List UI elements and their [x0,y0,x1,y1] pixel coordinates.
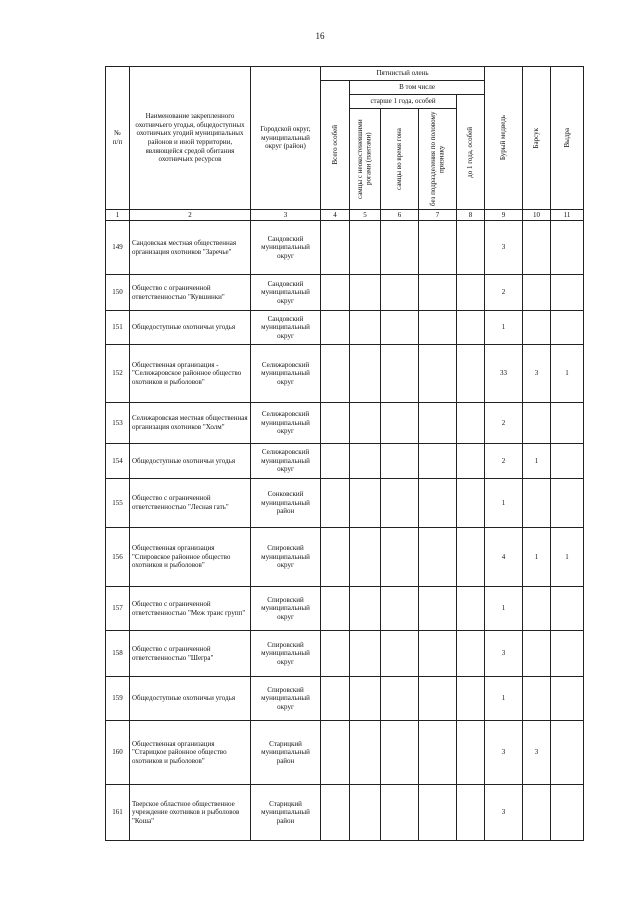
row-deer-males-velvet [350,721,381,785]
column-number: 4 [321,210,350,221]
row-ground-name: Тверское областное общественное учреждение охотников и рыболовов "Коша" [130,785,251,841]
row-district: Сонковский муниципальный район [251,479,321,528]
row-bear: 1 [485,479,523,528]
row-deer-no-sex [419,221,457,275]
column-number: 1 [106,210,130,221]
table-row [106,721,584,785]
col-header-badger: Барсук [523,67,551,210]
row-deer-males-velvet [350,587,381,631]
row-district: Старицкий муниципальный район [251,785,321,841]
column-number: 7 [419,210,457,221]
col-header-males-velvet-antlers: самцы с неокостеневшими рогами (пантами) [350,109,381,210]
row-deer-males-rut [381,785,419,841]
row-deer-males-rut [381,479,419,528]
row-district: Сандовский муниципальный округ [251,275,321,311]
row-otter [551,311,584,345]
table-row [106,275,584,311]
col-header-district: Городской округ, муниципальный округ (район) [251,67,321,210]
row-district: Спировский муниципальный округ [251,528,321,587]
row-badger [523,587,551,631]
row-district: Старицкий муниципальный район [251,721,321,785]
row-deer-young [457,275,485,311]
row-deer-young [457,528,485,587]
row-deer-total [321,721,350,785]
row-deer-males-rut [381,345,419,403]
row-ground-name: Сандовская местная общественная организация охотников "Заречье" [130,221,251,275]
row-deer-young [457,444,485,479]
row-ground-name: Общедоступные охотничьи угодья [130,444,251,479]
table-row [106,677,584,721]
row-badger: 1 [523,528,551,587]
col-header-bear: Бурый медведь [485,67,523,210]
row-deer-total [321,311,350,345]
row-deer-total [321,275,350,311]
row-deer-males-rut [381,677,419,721]
table-row [106,479,584,528]
row-ground-name: Общественная организация - "Селижаровское районное общество охотников и рыболовов" [130,345,251,403]
row-ground-name: Общедоступные охотничьи угодья [130,677,251,721]
row-badger: 3 [523,721,551,785]
row-ground-name: Общество с ограниченной ответственностью "Кувшинки" [130,275,251,311]
row-otter [551,677,584,721]
row-ground-name: Общество с ограниченной ответственностью "Шегра" [130,631,251,677]
column-number: 5 [350,210,381,221]
row-number: 150 [106,275,130,311]
row-deer-males-velvet [350,221,381,275]
row-deer-males-rut [381,631,419,677]
row-otter [551,444,584,479]
table-row [106,221,584,275]
row-bear: 3 [485,221,523,275]
table-row [106,403,584,444]
row-deer-no-sex [419,587,457,631]
row-number: 154 [106,444,130,479]
row-district: Спировский муниципальный округ [251,587,321,631]
row-deer-no-sex [419,528,457,587]
col-header-number: № п/п [106,67,130,210]
row-deer-young [457,587,485,631]
row-deer-males-velvet [350,631,381,677]
col-header-older-1-year: старше 1 года, особей [350,95,457,109]
row-ground-name: Селижаровская местная общественная организация охотников "Холм" [130,403,251,444]
row-deer-males-rut [381,587,419,631]
column-number: 2 [130,210,251,221]
row-deer-young [457,403,485,444]
table-row [106,311,584,345]
row-district: Спировский муниципальный округ [251,631,321,677]
column-number: 11 [551,210,584,221]
row-deer-young [457,721,485,785]
row-deer-males-rut [381,221,419,275]
row-district: Селижаровский муниципальный округ [251,403,321,444]
row-bear: 4 [485,528,523,587]
row-otter [551,275,584,311]
row-otter [551,587,584,631]
row-number: 158 [106,631,130,677]
row-deer-total [321,677,350,721]
col-header-deer-group: Пятнистый олень [321,67,485,81]
row-deer-total [321,403,350,444]
row-number: 152 [106,345,130,403]
row-district: Спировский муниципальный округ [251,677,321,721]
row-deer-no-sex [419,677,457,721]
col-header-name: Наименование закрепленного охотничьего угодья, общедоступных охотничьих угодий муниципальных районов и иной территории, являющейся средой обитания охотничьих ресурсов [130,67,251,210]
column-number: 3 [251,210,321,221]
row-deer-no-sex [419,631,457,677]
row-bear: 3 [485,631,523,677]
row-district: Сандовский муниципальный округ [251,311,321,345]
row-district: Селижаровский муниципальный округ [251,444,321,479]
row-number: 160 [106,721,130,785]
row-deer-total [321,345,350,403]
row-deer-males-velvet [350,479,381,528]
column-number: 6 [381,210,419,221]
row-deer-males-velvet [350,528,381,587]
column-number: 9 [485,210,523,221]
row-deer-males-rut [381,311,419,345]
row-deer-young [457,785,485,841]
row-badger: 1 [523,444,551,479]
col-header-no-sex-division: без подразделения по половому признаку [419,109,457,210]
table-row [106,785,584,841]
row-bear: 2 [485,403,523,444]
row-deer-males-rut [381,403,419,444]
table-row [106,587,584,631]
row-deer-young [457,345,485,403]
row-bear: 3 [485,721,523,785]
row-badger [523,221,551,275]
table-row [106,528,584,587]
row-deer-young [457,479,485,528]
row-deer-males-velvet [350,345,381,403]
row-ground-name: Общественная организация "Спировское районное общество охотников и рыболовов" [130,528,251,587]
row-deer-no-sex [419,721,457,785]
row-otter: 1 [551,345,584,403]
row-number: 156 [106,528,130,587]
col-header-males-rut: самцы во время гона [381,109,419,210]
row-deer-total [321,444,350,479]
col-header-deer-total: Всего особей [321,81,350,210]
row-ground-name: Общедоступные охотничьи угодья [130,311,251,345]
row-ground-name: Общество с ограниченной ответственностью "Лесная гать" [130,479,251,528]
row-bear: 33 [485,345,523,403]
row-deer-males-velvet [350,403,381,444]
row-otter [551,721,584,785]
column-number: 10 [523,210,551,221]
row-bear: 1 [485,587,523,631]
col-header-including: В том числе [350,81,485,95]
row-otter [551,221,584,275]
row-number: 161 [106,785,130,841]
row-otter [551,785,584,841]
row-deer-no-sex [419,275,457,311]
row-deer-young [457,221,485,275]
row-deer-males-velvet [350,785,381,841]
row-number: 151 [106,311,130,345]
row-bear: 2 [485,275,523,311]
row-deer-no-sex [419,479,457,528]
row-deer-no-sex [419,311,457,345]
row-badger [523,677,551,721]
row-badger [523,275,551,311]
row-deer-total [321,587,350,631]
row-otter [551,479,584,528]
row-otter [551,403,584,444]
row-deer-males-rut [381,444,419,479]
row-number: 155 [106,479,130,528]
row-deer-males-velvet [350,311,381,345]
row-number: 149 [106,221,130,275]
row-deer-no-sex [419,785,457,841]
row-badger [523,479,551,528]
row-badger [523,785,551,841]
column-number: 8 [457,210,485,221]
row-bear: 1 [485,311,523,345]
row-ground-name: Общество с ограниченной ответственностью "Меж траис групп" [130,587,251,631]
row-deer-total [321,631,350,677]
row-badger [523,311,551,345]
row-number: 153 [106,403,130,444]
table-row [106,345,584,403]
hunting-resources-table [105,66,584,841]
row-ground-name: Общественная организация "Старицкое районное общество охотников и рыболовов" [130,721,251,785]
row-badger [523,631,551,677]
row-deer-total [321,221,350,275]
row-deer-males-velvet [350,677,381,721]
row-badger [523,403,551,444]
col-header-otter: Выдра [551,67,584,210]
col-header-young: до 1 года, особей [457,95,485,210]
table-row [106,444,584,479]
row-deer-total [321,785,350,841]
row-bear: 2 [485,444,523,479]
row-district: Селижаровский муниципальный округ [251,345,321,403]
row-deer-young [457,677,485,721]
row-district: Сандовский муниципальный округ [251,221,321,275]
row-deer-total [321,528,350,587]
row-bear: 3 [485,785,523,841]
row-deer-total [321,479,350,528]
row-deer-males-velvet [350,444,381,479]
row-deer-no-sex [419,444,457,479]
row-deer-males-rut [381,528,419,587]
row-otter [551,631,584,677]
row-bear: 1 [485,677,523,721]
column-numbers-row [106,210,584,221]
row-deer-males-velvet [350,275,381,311]
row-otter: 1 [551,528,584,587]
row-deer-no-sex [419,345,457,403]
row-deer-males-rut [381,275,419,311]
row-deer-males-rut [381,721,419,785]
row-deer-young [457,631,485,677]
row-number: 159 [106,677,130,721]
row-deer-no-sex [419,403,457,444]
row-deer-young [457,311,485,345]
table-row [106,631,584,677]
row-number: 157 [106,587,130,631]
page-number: 16 [315,31,325,41]
row-badger: 3 [523,345,551,403]
